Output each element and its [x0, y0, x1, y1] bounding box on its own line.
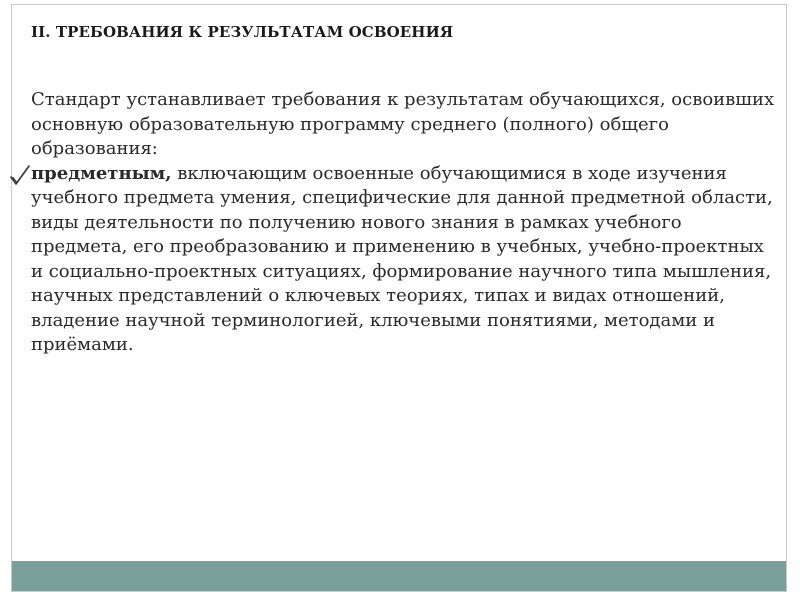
intro-paragraph: Стандарт устанавливает требования к результатам обучающихся, освоивших основную образовательную программу среднего (полного) общего образования: — [31, 89, 775, 159]
footer-bar — [12, 561, 786, 591]
slide-title: II. ТРЕБОВАНИЯ К РЕЗУЛЬТАТАМ ОСВОЕНИЯ — [31, 23, 454, 41]
bullet-text: включающим освоенные обучающимися в ходе изучения учебного предмета умения, специфические для данной предметной области, виды деятельности по получению нового знания в рамках учебного предмета, его преобразованию и применению в учебных, учебно-проектных и социально-проектных ситуациях, формирование научного типа мышления, научных представлений о ключевых теориях, типах и видах отношений, владение научной терминологией, ключевыми понятиями, методами и приёмами. — [31, 162, 773, 355]
bullet-term: предметным, — [31, 162, 172, 184]
bullet-item — [31, 162, 781, 358]
slide — [11, 4, 787, 592]
slide-body — [31, 88, 781, 358]
checkmark-icon — [9, 164, 31, 186]
